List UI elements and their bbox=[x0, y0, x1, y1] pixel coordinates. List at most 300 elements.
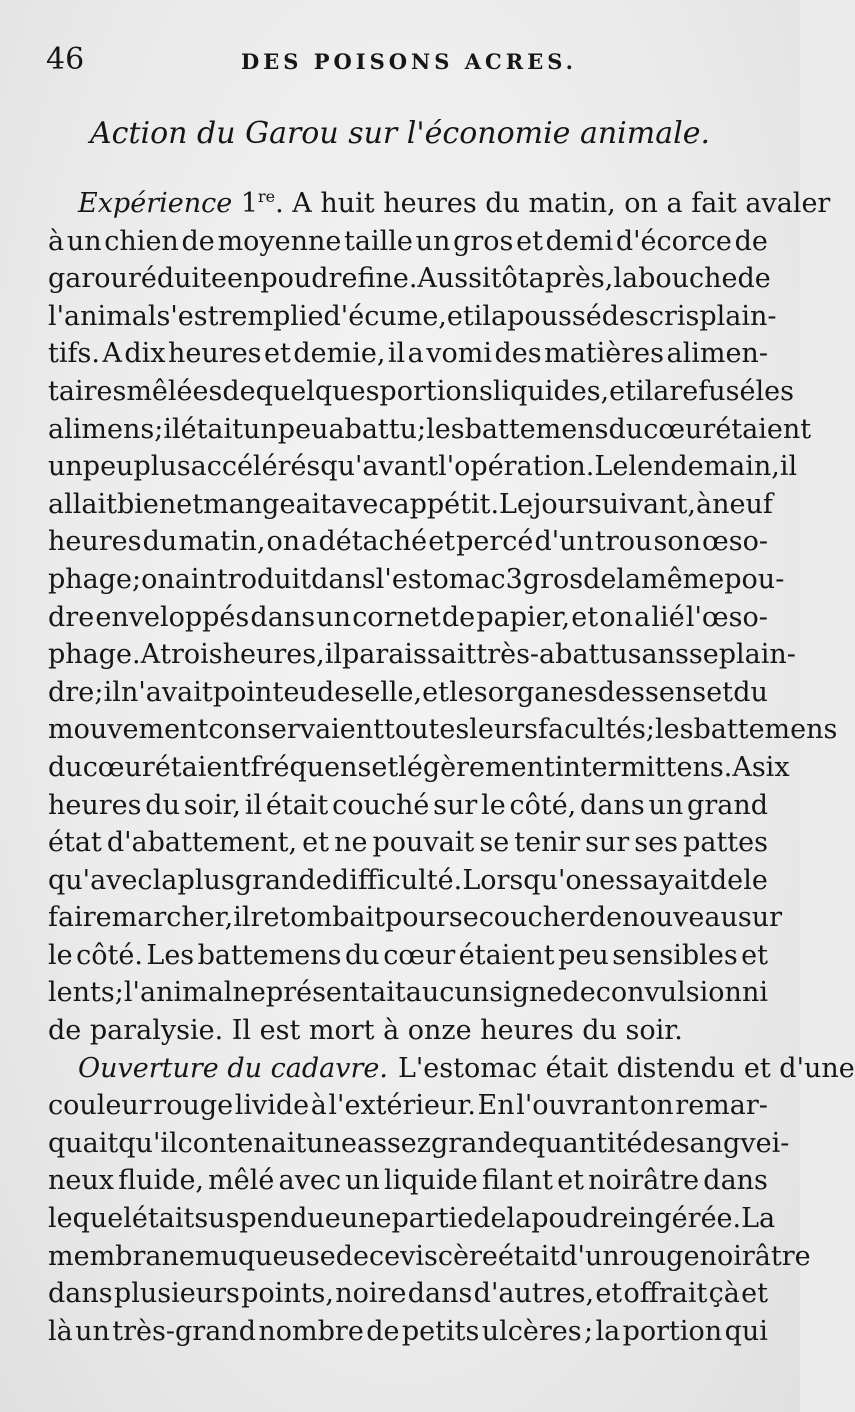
word: matin, bbox=[178, 526, 266, 558]
word: abattu bbox=[328, 413, 418, 445]
line-text bbox=[48, 1162, 768, 1200]
text-line bbox=[48, 1200, 776, 1238]
word: là bbox=[48, 1315, 73, 1347]
word: tenir bbox=[514, 827, 581, 859]
word: l'ouvrant bbox=[516, 1090, 639, 1122]
word: la bbox=[595, 1315, 621, 1347]
line-text bbox=[48, 824, 768, 862]
word: de bbox=[441, 601, 476, 633]
word: après, bbox=[528, 263, 614, 295]
line-text bbox=[48, 1313, 768, 1351]
word: intermittens. bbox=[554, 751, 733, 783]
text-line bbox=[48, 974, 768, 1012]
word: refusé bbox=[669, 375, 756, 407]
word: battemens bbox=[197, 939, 342, 971]
word: livide bbox=[234, 1090, 310, 1122]
word: et bbox=[428, 526, 456, 558]
experience-ordinal-suffix: re bbox=[258, 187, 276, 206]
line-text bbox=[48, 1238, 811, 1276]
word: très-abattu bbox=[476, 639, 628, 671]
word: points, bbox=[241, 1278, 334, 1310]
word: aucun bbox=[405, 977, 490, 1009]
line-text bbox=[48, 223, 768, 261]
word: offrait bbox=[623, 1278, 708, 1310]
word: liquides, bbox=[492, 375, 610, 407]
word: a bbox=[174, 563, 191, 595]
word: cœur bbox=[82, 751, 155, 783]
word: la bbox=[616, 563, 642, 595]
line-text: de paralysie. Il est mort à onze heures du soir. bbox=[48, 1015, 683, 1047]
word: pou- bbox=[724, 563, 785, 595]
word: œso- bbox=[702, 526, 768, 558]
text-line bbox=[48, 636, 796, 674]
word: s'est bbox=[156, 300, 219, 332]
word: le bbox=[743, 864, 768, 896]
word: quantité bbox=[527, 1127, 643, 1159]
word: étaient bbox=[715, 413, 812, 445]
word: plain- bbox=[699, 300, 777, 332]
line-text bbox=[48, 523, 768, 561]
word: peu bbox=[277, 413, 329, 445]
word: un bbox=[316, 601, 352, 633]
word: même bbox=[641, 563, 725, 595]
word: et bbox=[371, 751, 399, 783]
word: et bbox=[446, 300, 474, 332]
word: dans bbox=[407, 1278, 473, 1310]
word: fine. bbox=[357, 263, 418, 295]
running-head: DES POISONS ACRES. bbox=[241, 49, 577, 74]
word: trois bbox=[160, 639, 223, 671]
word: présentait bbox=[265, 977, 406, 1009]
word: peu bbox=[82, 451, 134, 483]
word: de bbox=[709, 864, 744, 896]
word: l'animal bbox=[123, 977, 233, 1009]
word: les bbox=[755, 375, 794, 407]
word: ce bbox=[368, 1240, 401, 1272]
word: était bbox=[497, 1240, 561, 1272]
word: retombait bbox=[250, 902, 385, 934]
word: légèrement bbox=[398, 751, 555, 783]
line-text bbox=[48, 711, 838, 749]
word: on bbox=[599, 601, 633, 633]
word: dre bbox=[48, 676, 95, 708]
word: suspendue bbox=[194, 1203, 341, 1235]
word: l'animal bbox=[48, 300, 157, 332]
word: sur bbox=[433, 789, 478, 821]
word: et bbox=[741, 939, 768, 971]
word: il bbox=[473, 300, 491, 332]
word: il bbox=[233, 902, 251, 934]
text-line bbox=[48, 1313, 768, 1351]
word: la bbox=[152, 864, 178, 896]
word: la bbox=[613, 263, 639, 295]
text-line bbox=[48, 674, 768, 712]
word: ingérée. bbox=[628, 1203, 742, 1235]
text-line bbox=[48, 599, 768, 637]
word: soir, bbox=[183, 789, 242, 821]
line-text bbox=[48, 260, 771, 298]
text-line bbox=[48, 523, 768, 561]
word: on bbox=[266, 526, 301, 558]
word: faire bbox=[48, 902, 112, 934]
word: étaient bbox=[458, 939, 555, 971]
word: qui bbox=[724, 1315, 768, 1347]
word: six bbox=[751, 751, 790, 783]
text-line bbox=[48, 1087, 768, 1125]
word: organes bbox=[487, 676, 598, 708]
text-line bbox=[48, 335, 768, 373]
word: bien bbox=[116, 488, 177, 520]
word: d'écorce bbox=[615, 225, 732, 257]
word: du bbox=[733, 676, 768, 708]
word: des bbox=[601, 300, 649, 332]
word: quait bbox=[48, 1127, 119, 1159]
section-title: Action du Garou sur l'économie animale. bbox=[90, 116, 710, 151]
word: demie, bbox=[293, 338, 386, 370]
word: phage bbox=[48, 563, 133, 595]
word: il bbox=[779, 451, 798, 483]
word: sans bbox=[627, 639, 689, 671]
word: l'œso- bbox=[685, 601, 768, 633]
word: et bbox=[706, 676, 734, 708]
word: couleur bbox=[48, 1090, 152, 1122]
text-line bbox=[48, 185, 831, 223]
word: trou bbox=[595, 526, 653, 558]
word: poudre bbox=[531, 1203, 629, 1235]
word: qu'avant bbox=[320, 451, 439, 483]
word: En bbox=[477, 1090, 515, 1122]
word: la bbox=[506, 1203, 532, 1235]
word: marcher, bbox=[111, 902, 234, 934]
word: de bbox=[366, 1315, 400, 1347]
word: ses bbox=[634, 827, 678, 859]
experience-label: Expérience bbox=[78, 188, 233, 219]
word: à bbox=[695, 488, 713, 520]
word: de bbox=[222, 375, 256, 407]
word: point bbox=[212, 676, 284, 708]
word: et bbox=[609, 375, 636, 407]
word: poussé bbox=[507, 300, 602, 332]
text-line bbox=[48, 824, 768, 862]
word: ; bbox=[645, 714, 656, 746]
word: ; bbox=[94, 676, 104, 708]
word: mêlé bbox=[208, 1165, 275, 1197]
word: dans bbox=[703, 1165, 768, 1197]
word: dix bbox=[124, 338, 166, 370]
word: et bbox=[741, 1278, 768, 1310]
word: La bbox=[741, 1203, 776, 1235]
word: les bbox=[449, 676, 488, 708]
word: dans bbox=[580, 789, 645, 821]
word: ; bbox=[583, 1315, 594, 1347]
text-line bbox=[48, 787, 768, 825]
word: on bbox=[141, 563, 175, 595]
word: lendemain, bbox=[628, 451, 780, 483]
word: contenait bbox=[177, 1127, 307, 1159]
word: d'un bbox=[560, 1240, 620, 1272]
word: les bbox=[655, 714, 694, 746]
word: était bbox=[180, 413, 244, 445]
word: Lorsqu'on bbox=[462, 864, 600, 896]
word: garou bbox=[48, 263, 128, 295]
line-text bbox=[48, 899, 783, 937]
word: eu bbox=[283, 676, 317, 708]
line-text bbox=[48, 937, 768, 975]
line-text bbox=[48, 599, 768, 637]
word: facultés bbox=[537, 714, 646, 746]
word: introduit bbox=[190, 563, 312, 595]
word: il bbox=[244, 789, 263, 821]
word: grande bbox=[234, 864, 332, 896]
word: et bbox=[516, 225, 543, 257]
autopsy-label: Ouverture du cadavre. bbox=[78, 1052, 388, 1084]
word: rouge bbox=[619, 1240, 700, 1272]
line-text bbox=[48, 373, 794, 411]
word: heures bbox=[48, 526, 142, 558]
word: mouvement bbox=[48, 714, 209, 746]
word: ; bbox=[114, 977, 124, 1009]
word: ne bbox=[232, 977, 266, 1009]
word: à bbox=[48, 225, 65, 257]
word: mangeait bbox=[203, 488, 332, 520]
word: essayait bbox=[599, 864, 710, 896]
word: enveloppés bbox=[95, 601, 250, 633]
word: du bbox=[142, 526, 178, 558]
text-line bbox=[48, 411, 812, 449]
word: couché bbox=[332, 789, 430, 821]
word: Le bbox=[499, 488, 533, 520]
word: du bbox=[48, 751, 83, 783]
word: A bbox=[102, 338, 122, 370]
word: côté. bbox=[76, 939, 143, 971]
body-text bbox=[48, 185, 855, 1350]
word: grande bbox=[431, 1127, 528, 1159]
word: il bbox=[163, 413, 181, 445]
word: neuf bbox=[712, 488, 773, 520]
word: toutes bbox=[384, 714, 470, 746]
word: mêlées bbox=[126, 375, 223, 407]
word: des bbox=[597, 676, 645, 708]
word: battemens bbox=[464, 413, 609, 445]
word: muqueuse bbox=[194, 1240, 336, 1272]
text-line bbox=[48, 486, 773, 524]
word: alimens bbox=[48, 413, 155, 445]
word: détaché bbox=[318, 526, 428, 558]
word: fluide, bbox=[118, 1165, 205, 1197]
word: il bbox=[103, 676, 121, 708]
word: du bbox=[608, 413, 644, 445]
word: et bbox=[571, 601, 599, 633]
line-text bbox=[48, 486, 773, 524]
word: lents bbox=[48, 977, 115, 1009]
word: de bbox=[335, 1240, 369, 1272]
word: de bbox=[642, 1127, 676, 1159]
word: Les bbox=[146, 939, 195, 971]
line-text bbox=[48, 561, 785, 599]
word: gros bbox=[522, 563, 584, 595]
word: selle, bbox=[350, 676, 423, 708]
text-line bbox=[48, 711, 838, 749]
word: remplie bbox=[218, 300, 324, 332]
word: viscère bbox=[400, 1240, 498, 1272]
word: conservaient bbox=[208, 714, 385, 746]
word: avec bbox=[331, 488, 394, 520]
word: des bbox=[494, 338, 542, 370]
word: d'écume, bbox=[323, 300, 447, 332]
word: le bbox=[48, 939, 73, 971]
word: dans bbox=[250, 601, 316, 633]
text-line bbox=[48, 1125, 790, 1163]
word: çà bbox=[708, 1278, 740, 1310]
word: les bbox=[426, 413, 465, 445]
word: pattes bbox=[683, 827, 768, 859]
word: une bbox=[340, 1203, 392, 1235]
word: ne bbox=[334, 827, 368, 859]
word: son bbox=[653, 526, 701, 558]
word: poudre bbox=[260, 263, 358, 295]
word: nombre bbox=[258, 1315, 364, 1347]
word: ; bbox=[132, 563, 142, 595]
word: dans bbox=[311, 563, 376, 595]
word: du bbox=[145, 789, 180, 821]
line-text bbox=[48, 298, 777, 336]
word: grand bbox=[687, 789, 768, 821]
word: l'estomac bbox=[375, 563, 506, 595]
word: tifs. bbox=[48, 338, 100, 370]
word: en bbox=[226, 263, 261, 295]
word: taires bbox=[48, 375, 127, 407]
word: fréquens bbox=[250, 751, 372, 783]
word: étaient bbox=[154, 751, 251, 783]
word: paraissait bbox=[342, 639, 477, 671]
word: quelques bbox=[255, 375, 380, 407]
word: Le bbox=[594, 451, 629, 483]
text-line bbox=[48, 1162, 768, 1200]
text-line bbox=[48, 1238, 811, 1276]
word: de bbox=[734, 225, 768, 257]
word: coucher bbox=[478, 902, 589, 934]
line-text bbox=[48, 1087, 768, 1125]
word: plusieurs bbox=[113, 1278, 240, 1310]
word: plain- bbox=[718, 639, 796, 671]
line-text bbox=[48, 862, 768, 900]
line-text bbox=[48, 974, 768, 1012]
word: A bbox=[732, 751, 752, 783]
line-text bbox=[48, 749, 790, 787]
text-line bbox=[48, 448, 798, 486]
word: lequel bbox=[48, 1203, 132, 1235]
word: réduite bbox=[127, 263, 227, 295]
line-text bbox=[48, 1275, 768, 1313]
word: cris bbox=[648, 300, 700, 332]
text-line bbox=[48, 749, 790, 787]
word: sensibles bbox=[612, 939, 738, 971]
word: d'abattement, bbox=[106, 827, 298, 859]
word: une bbox=[306, 1127, 357, 1159]
text-line bbox=[48, 1050, 855, 1088]
word: taille bbox=[344, 225, 413, 257]
word: sur bbox=[737, 902, 783, 934]
word: un bbox=[66, 225, 102, 257]
word: de bbox=[562, 977, 596, 1009]
word: on bbox=[640, 1090, 674, 1122]
word: a bbox=[634, 601, 651, 633]
word: liquide bbox=[384, 1165, 478, 1197]
word: se bbox=[448, 902, 479, 934]
word: pouvait bbox=[372, 827, 475, 859]
word: ; bbox=[154, 413, 164, 445]
word: percé bbox=[456, 526, 534, 558]
word: bouche bbox=[638, 263, 738, 295]
word: alimen- bbox=[666, 338, 768, 370]
word: jour bbox=[532, 488, 588, 520]
word: qu'il bbox=[118, 1127, 178, 1159]
word: papier, bbox=[476, 601, 571, 633]
word: dre bbox=[48, 601, 95, 633]
word: leurs bbox=[469, 714, 538, 746]
word: sens bbox=[644, 676, 707, 708]
line-text bbox=[48, 448, 798, 486]
word: signe bbox=[489, 977, 563, 1009]
word: matières bbox=[544, 338, 664, 370]
word: suivant, bbox=[587, 488, 696, 520]
word: n'avait bbox=[120, 676, 213, 708]
word: ulcères bbox=[481, 1315, 582, 1347]
word: cornet bbox=[352, 601, 441, 633]
experience-heading-line bbox=[78, 185, 831, 223]
text-line bbox=[48, 260, 771, 298]
word: un bbox=[75, 1315, 110, 1347]
word: remar- bbox=[675, 1090, 768, 1122]
word: cœur bbox=[383, 939, 456, 971]
word: le bbox=[481, 789, 506, 821]
text-line bbox=[48, 899, 783, 937]
word: noirâtre bbox=[699, 1240, 811, 1272]
word: 3 bbox=[505, 563, 523, 595]
word: d'autres, bbox=[473, 1278, 595, 1310]
word: difficulté. bbox=[331, 864, 463, 896]
word: à bbox=[310, 1090, 327, 1122]
word: membrane bbox=[48, 1240, 195, 1272]
word: battemens bbox=[693, 714, 838, 746]
word: se bbox=[479, 827, 510, 859]
word: du bbox=[345, 939, 380, 971]
word: qu'avec bbox=[48, 864, 153, 896]
word: de bbox=[316, 676, 351, 708]
experience-ordinal: 1 bbox=[240, 188, 258, 219]
word: de bbox=[473, 1203, 507, 1235]
word: il bbox=[387, 338, 406, 370]
word: sang bbox=[675, 1127, 741, 1159]
word: de bbox=[181, 225, 215, 257]
word: et bbox=[595, 1278, 623, 1310]
word: était bbox=[131, 1203, 195, 1235]
word: de bbox=[588, 902, 623, 934]
word: se bbox=[688, 639, 719, 671]
word: portion bbox=[622, 1315, 723, 1347]
text-line bbox=[48, 223, 768, 261]
word: plus bbox=[177, 864, 235, 896]
word: lié bbox=[651, 601, 685, 633]
text-line bbox=[48, 862, 768, 900]
text-line bbox=[48, 561, 785, 599]
line-text bbox=[48, 787, 768, 825]
word: moyenne bbox=[217, 225, 342, 257]
word: et bbox=[264, 338, 291, 370]
word: et bbox=[422, 676, 450, 708]
word: A bbox=[140, 639, 161, 671]
page-header bbox=[46, 40, 766, 80]
